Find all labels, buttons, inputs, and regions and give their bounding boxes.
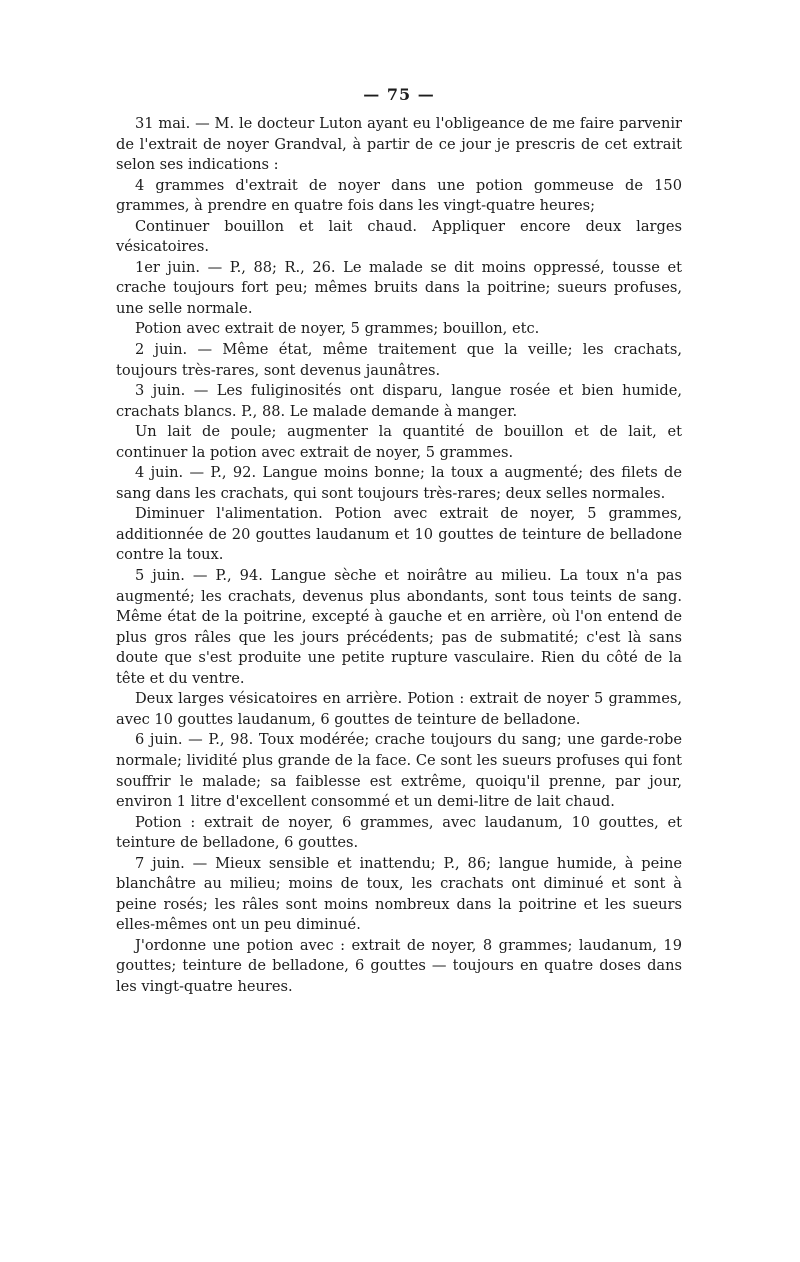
paragraph: 3 juin. — Les fuliginosités ont disparu, langue rosée et bien humide, crachats blancs. P., 88. Le malade demande à manger. (116, 382, 682, 420)
page-body-text (116, 114, 682, 998)
paragraph: 6 juin. — P., 98. Toux modérée; crache toujours du sang; une garde-robe normale; lividité plus grande de la face. Ce sont les sueurs profuses qui font souffrir le malade; sa faiblesse est extrême, quoiqu'il prenne, par jour, environ 1 litre d'excellent consommé et un demi-litre de lait chaud. (116, 731, 682, 811)
paragraph: Un lait de poule; augmenter la quantité de bouillon et de lait, et continuer la potion avec extrait de noyer, 5 grammes. (116, 423, 682, 461)
paragraph: Potion avec extrait de noyer, 5 grammes; bouillon, etc. (134, 320, 540, 338)
paragraph: Potion : extrait de noyer, 6 grammes, avec laudanum, 10 gouttes, et teinture de belladone, 6 gouttes. (116, 813, 682, 852)
paragraph: Diminuer l'alimentation. Potion avec extrait de noyer, 5 grammes, additionnée de 20 gouttes laudanum et 10 gouttes de teinture de belladone contre la toux. (116, 505, 682, 564)
paragraph: Deux larges vésicatoires en arrière. Potion : extrait de noyer 5 grammes, avec 10 gouttes laudanum, 6 gouttes de teinture de belladone. (116, 690, 682, 728)
book-page (116, 82, 682, 998)
paragraph: 31 mai. — M. le docteur Luton ayant eu l'obligeance de me faire parvenir de l'extrait de noyer Grandval, à partir de ce jour je prescris de cet extrait selon ses indications : (116, 115, 682, 174)
page-number-header: — 75 — (363, 85, 435, 104)
paragraph: 4 grammes d'extrait de noyer dans une potion gommeuse de 150 grammes, à prendre en quatre fois dans les vingt-quatre heures; (116, 176, 682, 215)
paragraph: 2 juin. — Même état, même traitement que la veille; les crachats, toujours très-rares, sont devenus jaunâtres. (116, 341, 682, 379)
paragraph: 1er juin. — P., 88; R., 26. Le malade se dit moins oppressé, tousse et crache toujours fort peu; mêmes bruits dans la poitrine; sueurs profuses, une selle normale. (116, 258, 682, 317)
paragraph: 7 juin. — Mieux sensible et inattendu; P., 86; langue humide, à peine blanchâtre au milieu; moins de toux, les crachats ont diminué et sont à peine rosés; les râles sont moins nombreux dans la poitrine et les sueurs elles-mêmes ont un peu diminué. (116, 854, 682, 934)
paragraph: Continuer bouillon et lait chaud. Appliquer encore deux larges vésicatoires. (116, 217, 682, 256)
paragraph: J'ordonne une potion avec : extrait de noyer, 8 grammes; laudanum, 19 gouttes; teinture de belladone, 6 gouttes — toujours en quatre doses dans les vingt-quatre heures. (116, 936, 682, 995)
paragraph: 4 juin. — P., 92. Langue moins bonne; la toux a augmenté; des filets de sang dans les crachats, qui sont toujours très-rares; deux selles normales. (116, 464, 682, 502)
paragraph: 5 juin. — P., 94. Langue sèche et noirâtre au milieu. La toux n'a pas augmenté; les crachats, devenus plus abondants, sont tous teints de sang. Même état de la poitrine, excepté à gauche et en arrière, où l'on entend de plus gros râles que les jours précédents; pas de submatité; c'est là sans doute que s'est produite une petite rupture vasculaire. Rien du côté de la tête et du ventre. (116, 567, 682, 687)
